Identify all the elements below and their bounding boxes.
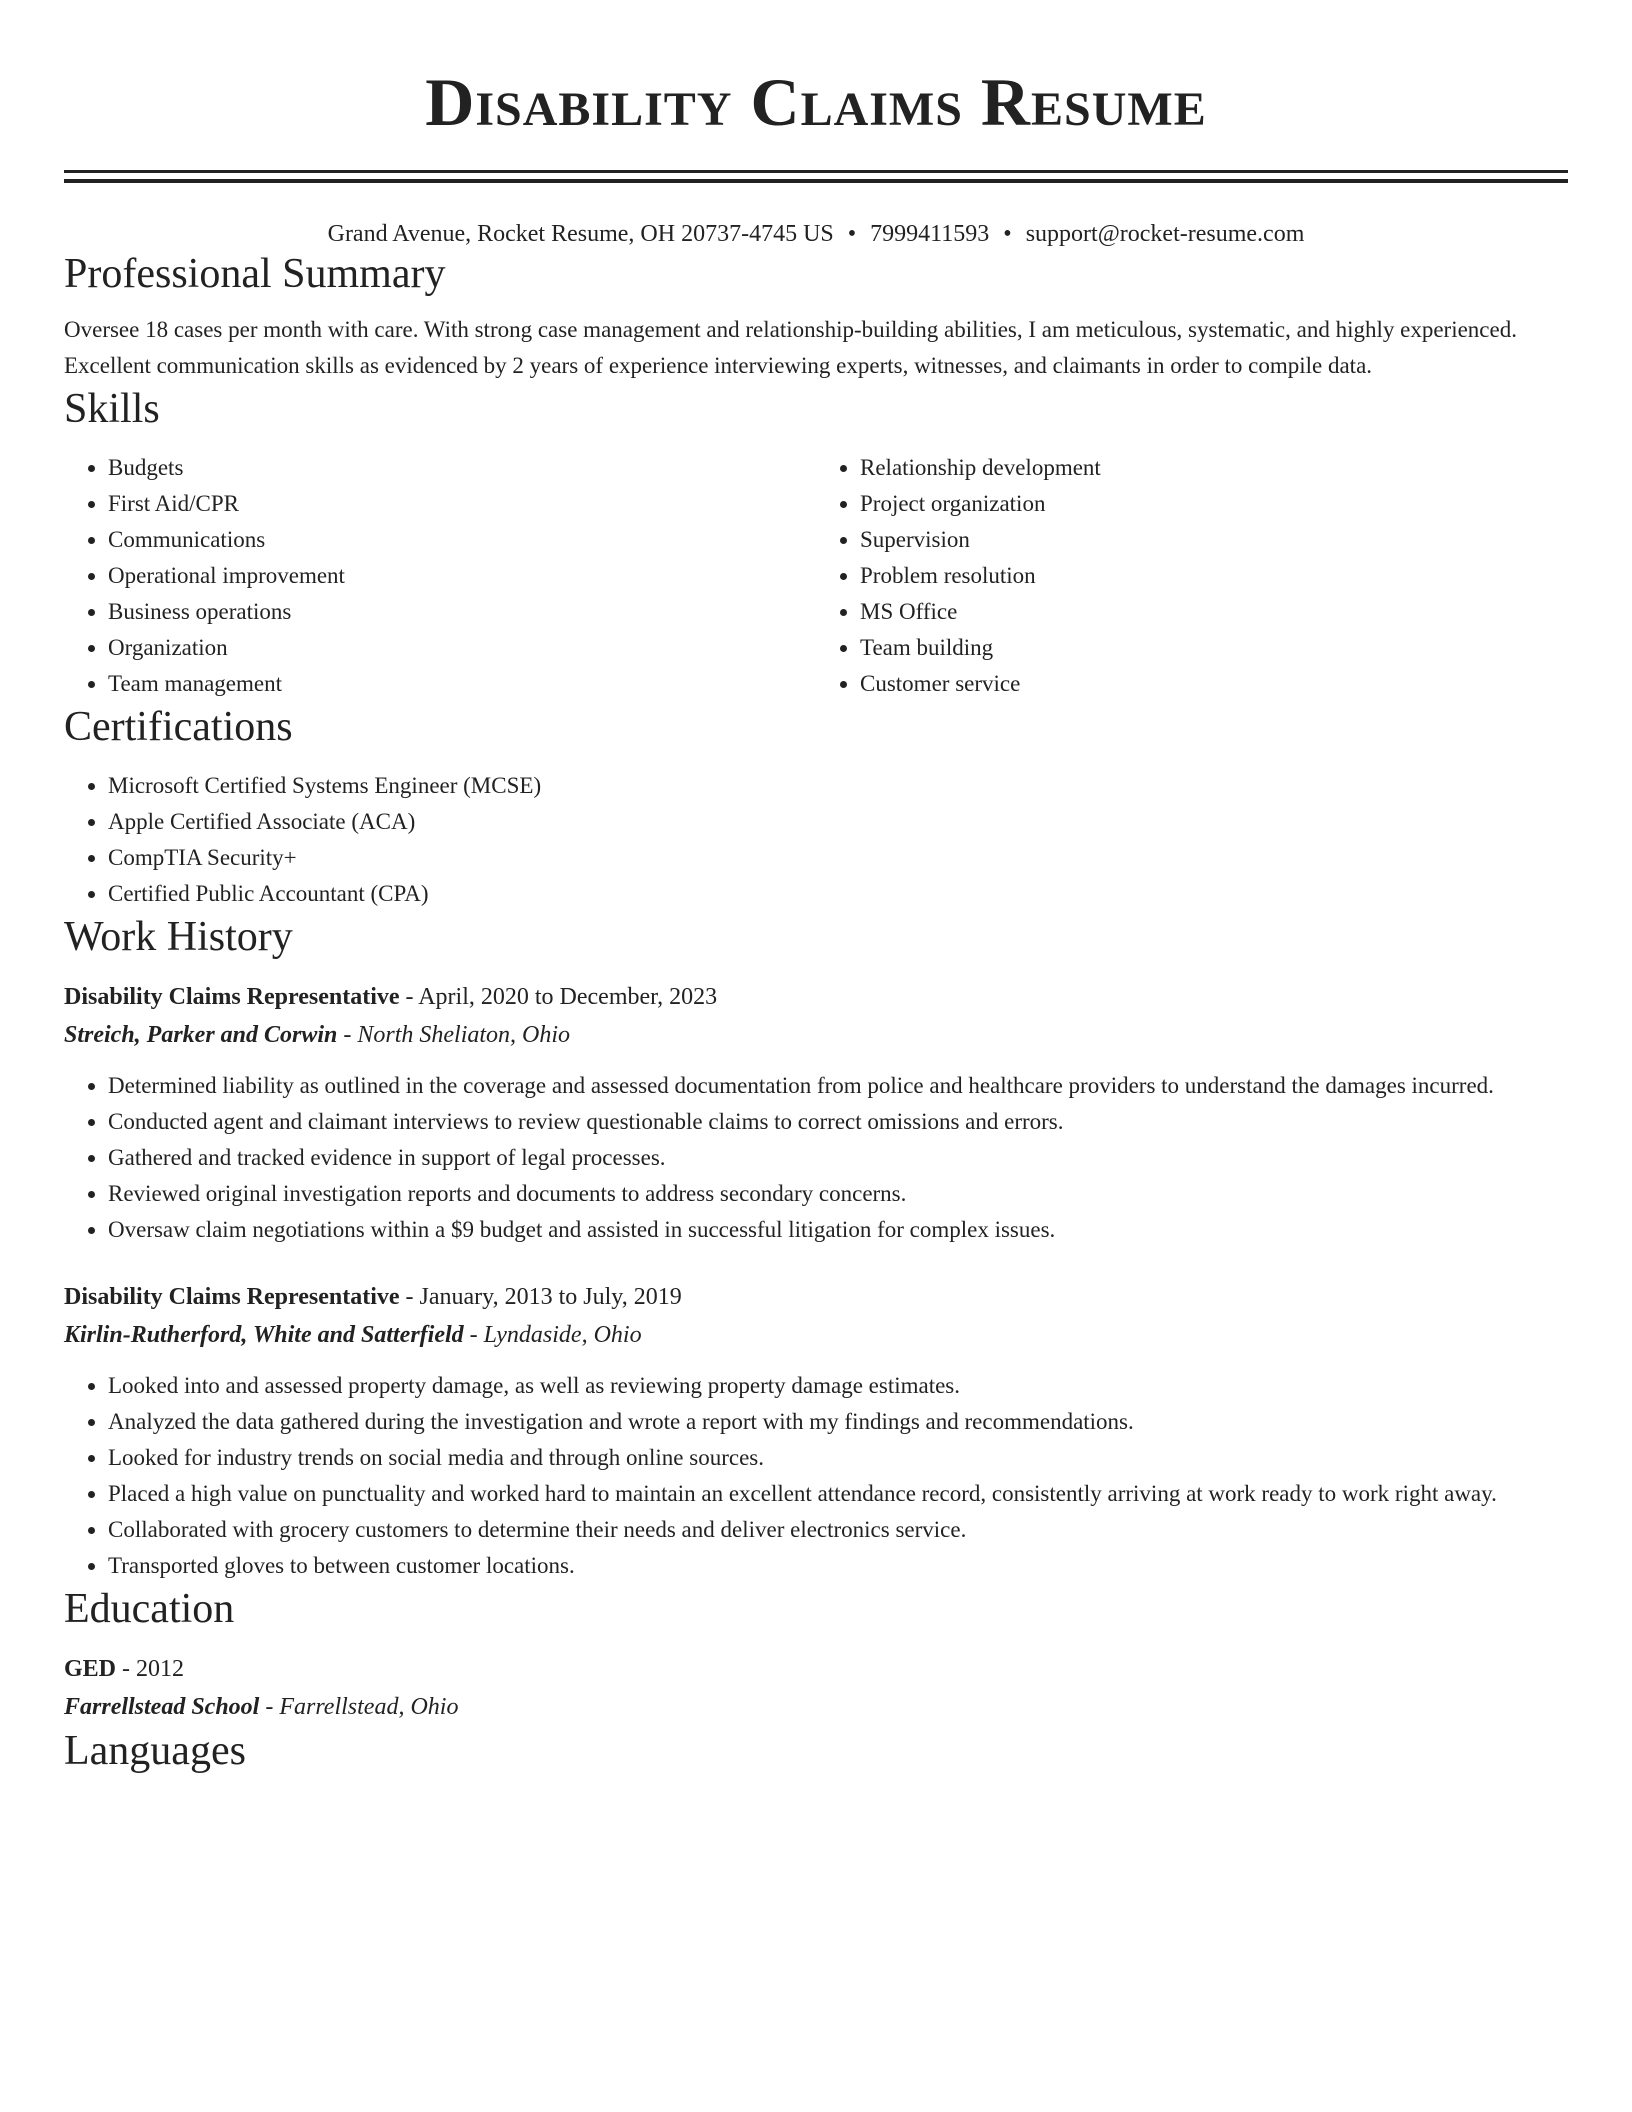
job-bullet: • Determined liability as outlined in the coverage and assessed documentation from police and healthcare providers to understand the damages incurred. bbox=[108, 1068, 1568, 1104]
skills-list-left bbox=[64, 450, 816, 702]
job-bullet: • Looked into and assessed property damage, as well as reviewing property damage estimates. bbox=[108, 1368, 1568, 1404]
job-company: Kirlin-Rutherford, White and Satterfield bbox=[64, 1322, 464, 1348]
certifications-list bbox=[64, 768, 1568, 912]
job-role: Disability Claims Representative bbox=[64, 984, 400, 1010]
languages-heading: Languages bbox=[64, 1728, 246, 1774]
contact-address: Grand Avenue, Rocket Resume, OH 20737-4745 US bbox=[327, 221, 834, 247]
skills-columns bbox=[64, 450, 1568, 702]
title-divider-bottom bbox=[64, 179, 1568, 183]
contact-line bbox=[64, 219, 1568, 249]
education-year: - 2012 bbox=[116, 1656, 185, 1682]
job-location: - Lyndaside, Ohio bbox=[463, 1322, 642, 1348]
job-bullets bbox=[64, 1368, 1568, 1584]
skill-item: • Project organization bbox=[860, 486, 1568, 522]
job-bullet: • Gathered and tracked evidence in support of legal processes. bbox=[108, 1140, 1568, 1176]
work-history-heading: Work History bbox=[64, 914, 293, 960]
job-bullet: • Reviewed original investigation reports and documents to address secondary concerns. bbox=[108, 1176, 1568, 1212]
contact-separator: • bbox=[1003, 221, 1012, 247]
skill-item: • Supervision bbox=[860, 522, 1568, 558]
education-heading: Education bbox=[64, 1586, 235, 1632]
education-school: Farrellstead School bbox=[64, 1694, 260, 1720]
summary-heading: Professional Summary bbox=[64, 251, 446, 297]
contact-email: support@rocket-resume.com bbox=[1025, 221, 1305, 247]
job-entry bbox=[64, 978, 1568, 1248]
job-location: - North Sheliaton, Ohio bbox=[337, 1022, 571, 1048]
education-degree-line bbox=[64, 1650, 1568, 1688]
job-bullet: • Collaborated with grocery customers to determine their needs and deliver electronics service. bbox=[108, 1512, 1568, 1548]
job-bullet: • Oversaw claim negotiations within a $9 budget and assisted in successful litigation for complex issues. bbox=[108, 1212, 1568, 1248]
contact-phone: 7999411593 bbox=[870, 221, 990, 247]
certification-item: • Apple Certified Associate (ACA) bbox=[108, 804, 1568, 840]
certifications-heading: Certifications bbox=[64, 704, 293, 750]
job-company-line bbox=[64, 1016, 1568, 1054]
skills-heading: Skills bbox=[64, 386, 160, 432]
education-location: - Farrellstead, Ohio bbox=[259, 1694, 459, 1720]
job-bullet: • Placed a high value on punctuality and worked hard to maintain an excellent attendance record, consistently arriving at work ready to work right away. bbox=[108, 1476, 1568, 1512]
contact-separator: • bbox=[847, 221, 857, 247]
resume-title: Disability Claims Resume bbox=[425, 64, 1207, 140]
certification-item: • Certified Public Accountant (CPA) bbox=[108, 876, 1568, 912]
skill-item: • Communications bbox=[108, 522, 816, 558]
job-bullet: • Conducted agent and claimant interviews to review questionable claims to correct omissions and errors. bbox=[108, 1104, 1568, 1140]
job-role: Disability Claims Representative bbox=[64, 1284, 400, 1310]
job-dates: - January, 2013 to July, 2019 bbox=[399, 1284, 682, 1310]
skill-item: • MS Office bbox=[860, 594, 1568, 630]
job-bullet: • Looked for industry trends on social media and through online sources. bbox=[108, 1440, 1568, 1476]
skill-item: • Organization bbox=[108, 630, 816, 666]
title-divider-top bbox=[64, 170, 1568, 173]
job-title-line bbox=[64, 978, 1568, 1016]
job-entry bbox=[64, 1278, 1568, 1584]
skill-item: • Team building bbox=[860, 630, 1568, 666]
job-company: Streich, Parker and Corwin bbox=[64, 1022, 338, 1048]
skill-item: • Operational improvement bbox=[108, 558, 816, 594]
education-degree: GED bbox=[64, 1656, 117, 1682]
certification-item: • CompTIA Security+ bbox=[108, 840, 1568, 876]
education-school-line bbox=[64, 1688, 1568, 1726]
job-company-line bbox=[64, 1316, 1568, 1354]
skill-item: • Relationship development bbox=[860, 450, 1568, 486]
skill-item: • Problem resolution bbox=[860, 558, 1568, 594]
summary-text: Oversee 18 cases per month with care. With strong case management and relationship-building abilities, I am meticulous, systematic, and highly experienced. Excellent communication skills as evidenced by 2 years of experience interviewing experts, witnesses, and claimants in order to compile data. bbox=[64, 317, 1517, 378]
job-dates: - April, 2020 to December, 2023 bbox=[399, 984, 718, 1010]
job-bullet: • Analyzed the data gathered during the investigation and wrote a report with my findings and recommendations. bbox=[108, 1404, 1568, 1440]
skill-item: • Budgets bbox=[108, 450, 816, 486]
skill-item: • Customer service bbox=[860, 666, 1568, 702]
skill-item: • Team management bbox=[108, 666, 816, 702]
job-bullet: • Transported gloves to between customer locations. bbox=[108, 1548, 1568, 1584]
job-title-line bbox=[64, 1278, 1568, 1316]
job-bullets bbox=[64, 1068, 1568, 1248]
skill-item: • First Aid/CPR bbox=[108, 486, 816, 522]
skill-item: • Business operations bbox=[108, 594, 816, 630]
certification-item: • Microsoft Certified Systems Engineer (MCSE) bbox=[108, 768, 1568, 804]
skills-list-right bbox=[816, 450, 1568, 702]
